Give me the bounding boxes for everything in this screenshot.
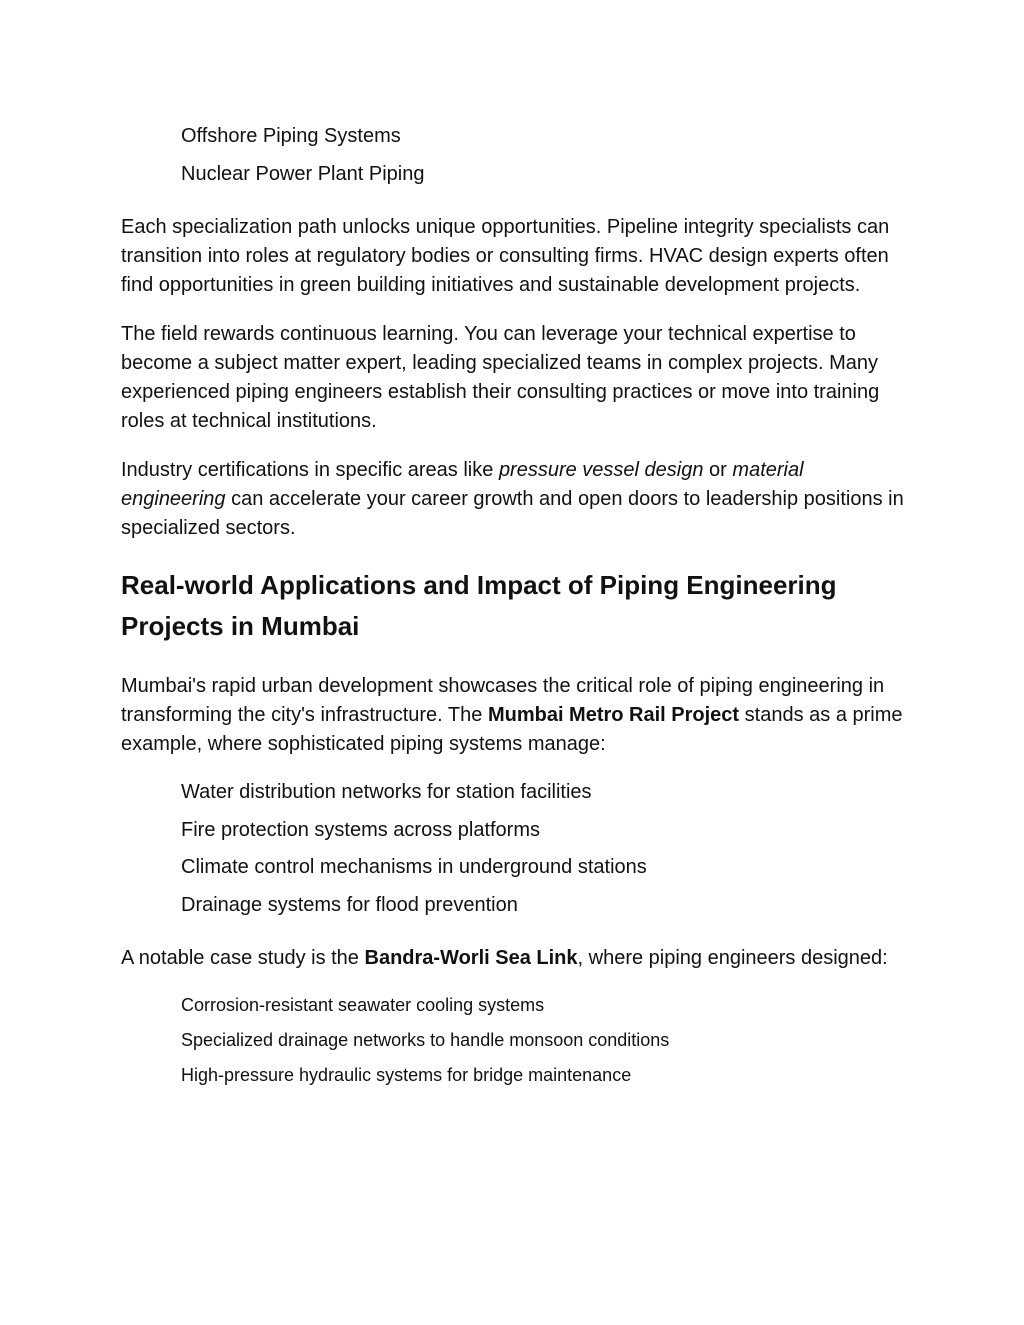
list-item: Specialized drainage networks to handle monsoon conditions [181, 1030, 670, 1050]
paragraph-continuous-learning: The field rewards continuous learning. You can leverage your technical expertise to become a subject matter expert, leading specialized teams in complex projects. Many experienced piping engineers establish their consulting practices or move into training roles at technical institutions. [121, 323, 880, 432]
list-item: High-pressure hydraulic systems for bridge maintenance [181, 1065, 632, 1085]
paragraph-certifications [121, 456, 911, 543]
text-run: stands as a prime example, where sophisticated piping systems manage: [121, 704, 903, 755]
text-run: Mumbai's rapid urban development showcases the critical role of piping engineering in transforming the city's infrastructure. The [121, 675, 885, 726]
paragraph-mumbai-development [121, 672, 911, 759]
strong-sea-link: Bandra-Worli Sea Link [364, 947, 578, 969]
text-run: can accelerate your career growth and open doors to leadership positions in specialized sectors. [121, 488, 904, 539]
text-run: Industry certifications in specific areas like [121, 459, 499, 481]
list-item: Drainage systems for flood prevention [181, 893, 518, 916]
section-heading: Real-world Applications and Impact of Piping Engineering Projects in Mumbai [121, 570, 837, 641]
text-run: , where piping engineers designed: [577, 947, 888, 969]
sea-link-systems-list [121, 988, 911, 1093]
text-run: A notable case study is the [121, 947, 365, 969]
emphasis-material-engineering: material engineering [121, 459, 804, 510]
list-item: Climate control mechanisms in underground stations [181, 856, 647, 878]
document-content [121, 118, 911, 1093]
metro-systems-list [121, 774, 911, 924]
strong-metro-rail: Mumbai Metro Rail Project [487, 704, 740, 726]
list-item: Water distribution networks for station facilities [181, 781, 592, 803]
paragraph-sea-link [121, 944, 911, 973]
list-item: Fire protection systems across platforms [181, 818, 540, 841]
list-item: Corrosion-resistant seawater cooling systems [181, 995, 545, 1015]
list-item: Offshore Piping Systems [181, 125, 401, 147]
text-run: or [703, 459, 733, 481]
emphasis-pressure-vessel: pressure vessel design [498, 459, 704, 481]
specialization-list [121, 118, 911, 193]
list-item: Nuclear Power Plant Piping [181, 162, 425, 185]
paragraph-specialization-paths: Each specialization path unlocks unique opportunities. Pipeline integrity specialists can transition into roles at regulatory bodies or consulting firms. HVAC design experts often find opportunities in green building initiatives and sustainable development projects. [121, 216, 890, 296]
